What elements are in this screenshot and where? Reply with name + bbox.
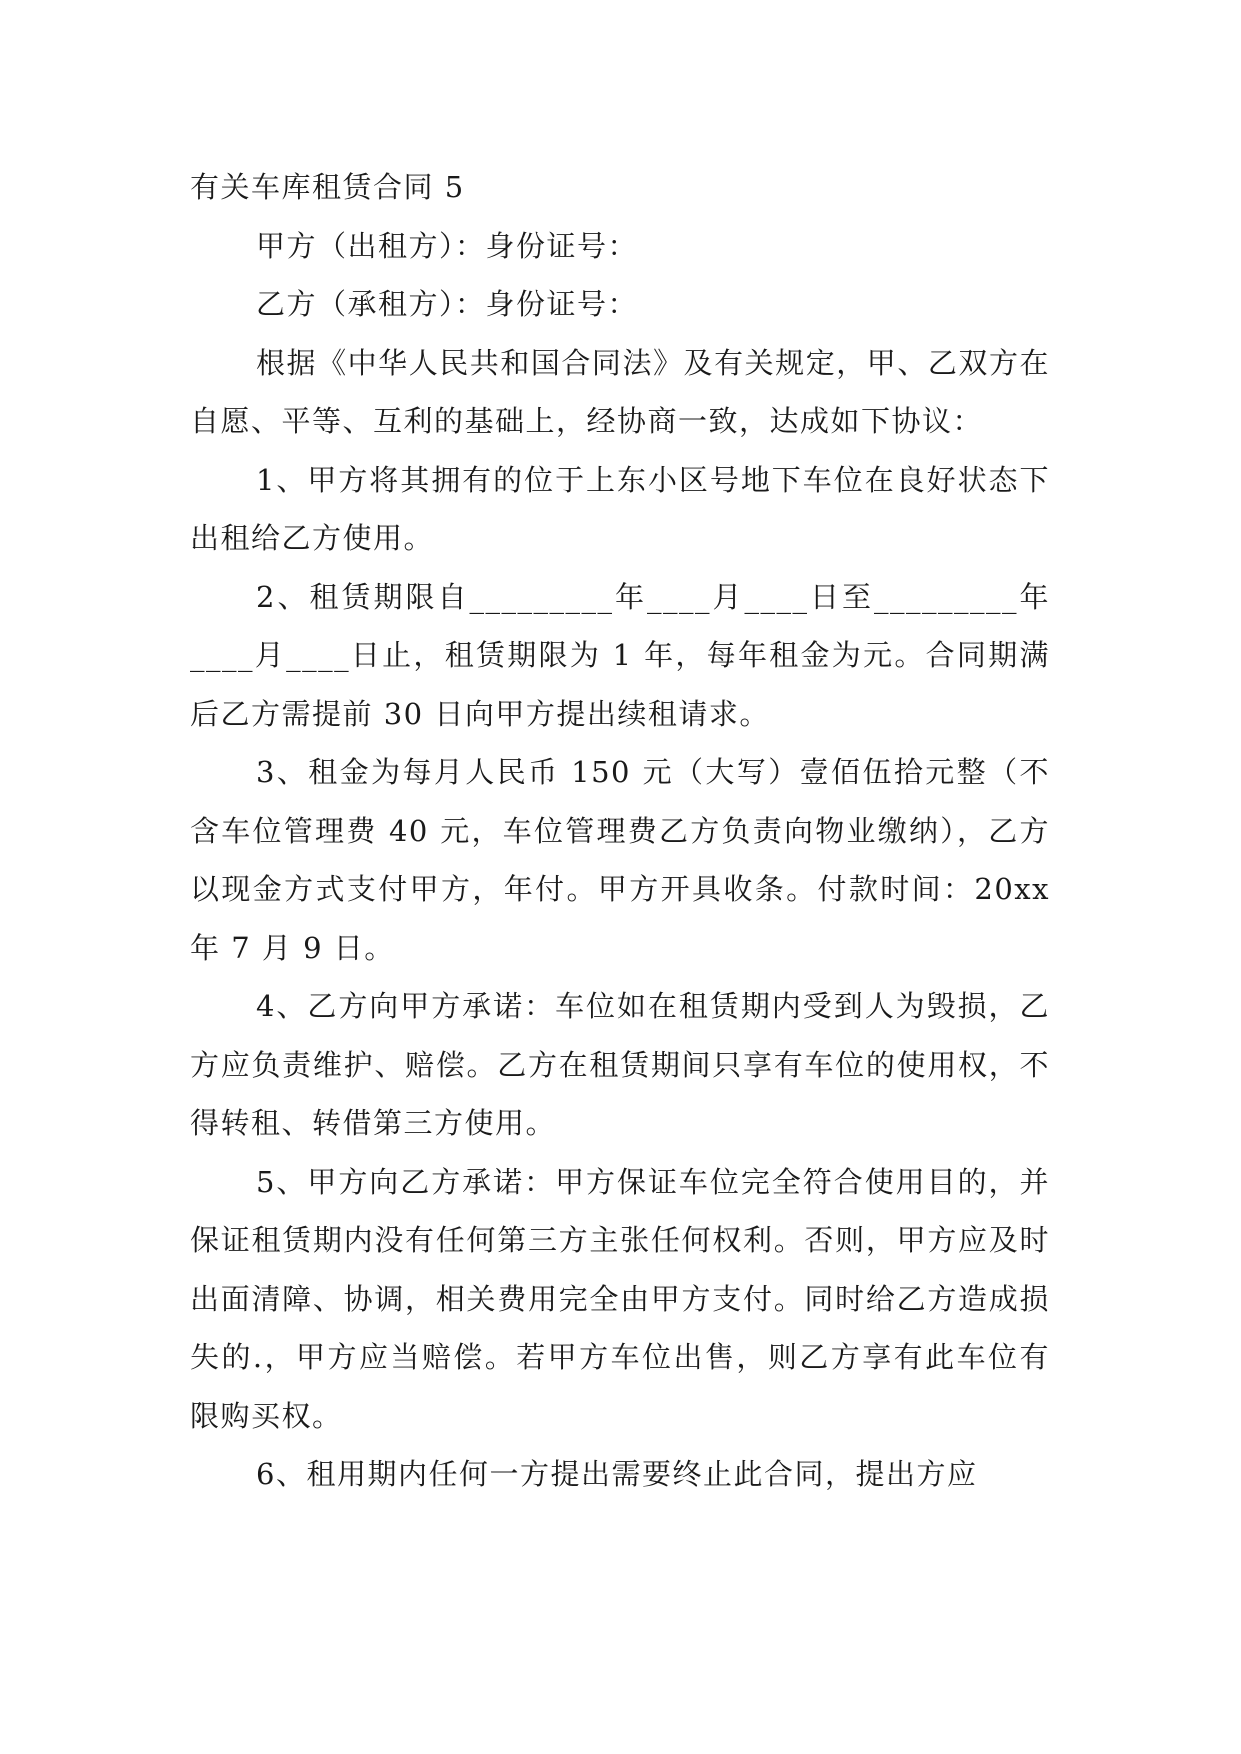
clause-3: 3、租金为每月人民币 150 元（大写）壹佰伍拾元整（不含车位管理费 40 元，车位管理费乙方负责向物业缴纳），乙方以现金方式支付甲方，年付。甲方开具收条。付款时间：20xx 年 7 月 9 日。 <box>190 755 1050 965</box>
preamble-paragraph: 根据《中华人民共和国合同法》及有关规定，甲、乙双方在自愿、平等、互利的基础上，经协商一致，达成如下协议： <box>190 345 1050 438</box>
party-b-line: 乙方（承租方）：身份证号： <box>256 287 639 321</box>
clause-5: 5、甲方向乙方承诺：甲方保证车位完全符合使用目的，并保证租赁期内没有任何第三方主张任何权利。否则，甲方应及时出面清障、协调，相关费用完全由甲方支付。同时给乙方造成损失的.，甲方应当赔偿。若甲方车位出售，则乙方享有此车位有限购买权。 <box>190 1164 1050 1433</box>
clause-2: 2、租赁期限自_________年____月____日至_________年____月____日止，租赁期限为 1 年，每年租金为元。合同期满后乙方需提前 30 日向甲方提出续租请求。 <box>190 579 1050 731</box>
party-a-line: 甲方（出租方）：身份证号： <box>256 228 639 263</box>
clause-6: 6、租用期内任何一方提出需要终止此合同，提出方应 <box>256 1457 978 1491</box>
clause-1: 1、甲方将其拥有的位于上东小区号地下车位在良好状态下出租给乙方使用。 <box>190 462 1050 555</box>
document-page <box>190 158 1050 1504</box>
clause-4: 4、乙方向甲方承诺：车位如在租赁期内受到人为毁损，乙方应负责维护、赔偿。乙方在租赁期间只享有车位的使用权，不得转租、转借第三方使用。 <box>190 989 1050 1140</box>
document-title: 有关车库租赁合同 5 <box>190 170 465 204</box>
